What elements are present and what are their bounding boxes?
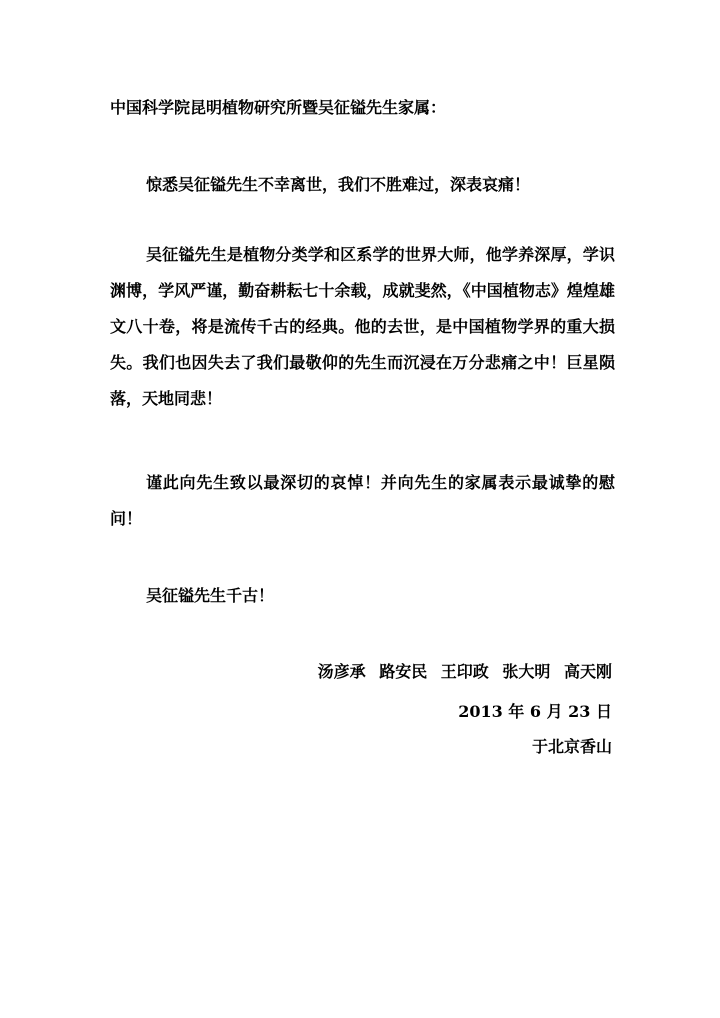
letter-place: 于北京香山	[531, 737, 612, 756]
letter-date: 2013 年 6 月 23 日	[458, 702, 612, 721]
paragraph-farewell: 吴征镒先生千古！	[146, 586, 275, 605]
signer-name: 汤彦承	[317, 662, 366, 681]
signer-name: 张大明	[502, 662, 551, 681]
paragraph-mourning: 谨此向先生致以最深切的哀悼！并向先生的家属表示最诚挚的慰问！	[110, 473, 615, 528]
signer-name: 王印政	[440, 662, 489, 681]
paragraph-condolence: 惊悉吴征镒先生不幸离世，我们不胜难过，深表哀痛！	[146, 175, 531, 194]
signer-name: 路安民	[379, 662, 428, 681]
letter-salutation: 中国科学院昆明植物研究所暨吴征镒先生家属：	[110, 98, 447, 117]
signer-name: 高天刚	[563, 662, 612, 681]
signers-line	[318, 660, 612, 684]
paragraph-tribute: 吴征镒先生是植物分类学和区系学的世界大师，他学养深厚，学识渊博，学风严谨，勤奋耕耘七十余载，成就斐然，《中国植物志》煌煌雄文八十卷，将是流传千古的经典。他的去世，是中国植物学界的重大损失。我们也因失去了我们最敬仰的先生而沉浸在万分悲痛之中！巨星陨落，天地同悲！	[110, 245, 615, 408]
